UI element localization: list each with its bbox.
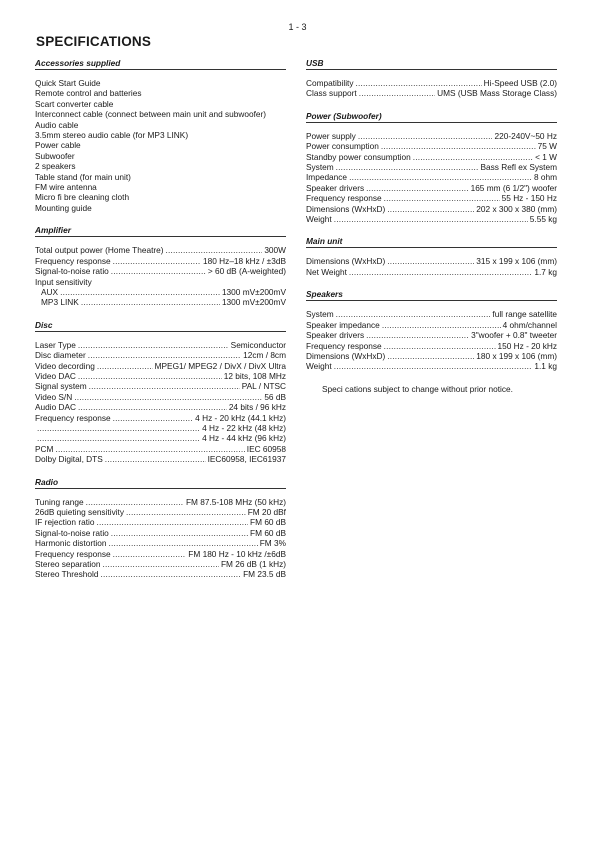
- spec-label: Signal system: [35, 381, 87, 392]
- spec-row: [35, 497, 286, 507]
- section-accessories: [35, 58, 286, 213]
- spec-value: PAL / NTSC: [241, 381, 286, 392]
- spec-label: Frequency response: [306, 340, 382, 351]
- list-item: 3.5mm stereo audio cable (for MP3 LINK): [35, 130, 189, 141]
- section-power-subwoofer: [306, 111, 557, 225]
- spec-label: Input sensitivity: [35, 276, 92, 287]
- spec-value: FM 60 dB: [250, 527, 286, 538]
- section-main-unit: [306, 236, 557, 277]
- spec-label: Tuning range: [35, 496, 84, 507]
- section-heading: Power (Subwoofer): [306, 111, 557, 123]
- spec-label: Speaker drivers: [306, 182, 365, 193]
- section-heading: Main unit: [306, 236, 557, 248]
- spec-label: Signal-to-noise ratio: [35, 527, 109, 538]
- spec-value: 1300 mV±200mV: [221, 297, 286, 308]
- list-item: Micro fi bre cleaning cloth: [35, 192, 130, 203]
- spec-row: [35, 549, 286, 559]
- spec-value: 5.55 kg: [529, 214, 557, 225]
- spec-value: IEC 60958: [246, 443, 286, 454]
- spec-value: Bass Refl ex System: [480, 162, 557, 173]
- list-item: Audio cable: [35, 119, 79, 130]
- spec-value: > 60 dB (A-weighted): [207, 266, 286, 277]
- left-column: [35, 58, 286, 592]
- list-item: Quick Start Guide: [35, 78, 101, 88]
- page-title: SPECIFICATIONS: [36, 34, 152, 49]
- spec-row: [306, 214, 557, 224]
- spec-row: [306, 88, 557, 98]
- spec-value: UMS (USB Mass Storage Class): [437, 88, 557, 99]
- spec-row: [35, 433, 286, 443]
- spec-label: Frequency response: [35, 412, 111, 423]
- spec-label: Class support: [306, 88, 357, 99]
- spec-value: 180 x 199 x 106 (mm): [476, 350, 557, 361]
- spec-label: Dolby Digital, DTS: [35, 454, 103, 465]
- spec-row: [306, 78, 557, 88]
- spec-row: [306, 152, 557, 162]
- spec-label: Standby power consumption: [306, 151, 411, 162]
- spec-label: AUX: [41, 286, 59, 297]
- spec-value: 55 Hz - 150 Hz: [501, 193, 557, 204]
- spec-value: 4 Hz - 22 kHz (48 kHz): [202, 422, 286, 433]
- section-disc: [35, 320, 286, 465]
- spec-value: FM 180 Hz - 10 kHz /±6dB: [188, 548, 286, 559]
- right-column: [306, 58, 557, 394]
- spec-row: [35, 277, 286, 287]
- spec-label: Audio DAC: [35, 402, 77, 413]
- spec-label: Frequency response: [35, 255, 111, 266]
- spec-label: Weight: [306, 361, 332, 372]
- section-heading: USB: [306, 58, 557, 70]
- spec-label: IF rejection ratio: [35, 517, 95, 528]
- spec-row: [35, 381, 286, 391]
- spec-value: Semiconductor: [230, 339, 286, 350]
- spec-row: [35, 444, 286, 454]
- spec-label: Total output power (Home Theatre): [35, 245, 164, 256]
- spec-value: 315 x 199 x 106 (mm): [476, 256, 557, 267]
- spec-row: [35, 402, 286, 412]
- spec-row: [35, 287, 286, 297]
- spec-row: [306, 330, 557, 340]
- spec-label: PCM: [35, 443, 54, 454]
- specifications-note: Speci cations subject to change without prior notice.: [322, 383, 513, 394]
- spec-label: Dimensions (WxHxD): [306, 350, 386, 361]
- accessories-list: [35, 78, 286, 213]
- spec-label: 26dB quieting sensitivity: [35, 507, 125, 517]
- list-item: Remote control and batteries: [35, 88, 142, 99]
- spec-label: MP3 LINK: [41, 297, 79, 308]
- section-heading: Radio: [35, 477, 286, 489]
- spec-label: Stereo Threshold: [35, 569, 99, 580]
- spec-label: Power supply: [306, 130, 356, 141]
- spec-value: 56 dB: [264, 391, 286, 402]
- spec-row: [306, 320, 557, 330]
- spec-label: System: [306, 309, 334, 320]
- spec-row: [306, 131, 557, 141]
- spec-label: Speaker drivers: [306, 330, 365, 341]
- spec-label: Disc diameter: [35, 350, 86, 361]
- spec-row: [35, 245, 286, 255]
- spec-value: IEC60958, IEC61937: [207, 454, 286, 465]
- spec-label: Dimensions (WxHxD): [306, 203, 386, 214]
- spec-label: Net Weight: [306, 266, 347, 277]
- spec-value: 12cm / 8cm: [243, 350, 286, 361]
- spec-value: 8 ohm: [533, 172, 557, 183]
- spec-row: [306, 172, 557, 182]
- spec-value: 75 W: [537, 141, 557, 152]
- section-speakers: [306, 289, 557, 371]
- spec-row: [306, 351, 557, 361]
- spec-label: Frequency response: [35, 548, 111, 559]
- spec-row: [306, 204, 557, 214]
- spec-value: 1.1 kg: [534, 361, 557, 372]
- spec-label: Video DAC: [35, 370, 76, 381]
- spec-row: [35, 413, 286, 423]
- spec-row: [35, 297, 286, 307]
- spec-row: [35, 350, 286, 360]
- list-item: Mounting guide: [35, 202, 92, 213]
- spec-value: 12 bits, 108 MHz: [223, 370, 286, 381]
- spec-row: [306, 162, 557, 172]
- spec-row: [35, 266, 286, 276]
- spec-label: Power consumption: [306, 141, 379, 152]
- list-item: FM wire antenna: [35, 182, 97, 193]
- spec-row: [35, 454, 286, 464]
- list-item: Scart converter cable: [35, 98, 114, 109]
- spec-label: Laser Type: [35, 339, 76, 350]
- spec-value: FM 87.5-108 MHz (50 kHz): [185, 496, 286, 507]
- spec-row: [306, 361, 557, 371]
- spec-value: < 1 W: [535, 151, 557, 162]
- spec-row: [35, 361, 286, 371]
- spec-row: [35, 423, 286, 433]
- spec-value: FM 60 dB: [250, 517, 286, 528]
- section-heading: Speakers: [306, 289, 557, 301]
- spec-row: [306, 341, 557, 351]
- spec-row: [306, 141, 557, 151]
- spec-row: [35, 371, 286, 381]
- spec-row: [306, 267, 557, 277]
- spec-value: 1.7 kg: [534, 266, 557, 277]
- spec-label: Video S/N: [35, 391, 73, 402]
- section-radio: [35, 477, 286, 580]
- spec-label: Signal-to-noise ratio: [35, 266, 109, 277]
- spec-row: [306, 193, 557, 203]
- spec-value: 3"woofer + 0.8" tweeter: [471, 330, 557, 341]
- spec-value: 4 ohm/channel: [502, 319, 557, 330]
- list-item: Table stand (for main unit): [35, 171, 131, 182]
- spec-label: Dimensions (WxHxD): [306, 256, 386, 267]
- spec-label: Stereo separation: [35, 559, 101, 570]
- spec-row: [35, 559, 286, 569]
- spec-value: 1300 mV±200mV: [221, 286, 286, 297]
- spec-value: Hi-Speed USB (2.0): [483, 78, 557, 88]
- spec-row: [35, 517, 286, 527]
- section-heading: Accessories supplied: [35, 58, 286, 70]
- list-item: 2 speakers: [35, 161, 76, 172]
- spec-row: [35, 392, 286, 402]
- section-amplifier: [35, 225, 286, 307]
- section-heading: Disc: [35, 320, 286, 332]
- spec-label: Harmonic distortion: [35, 538, 107, 549]
- spec-row: [35, 569, 286, 579]
- spec-row: [35, 256, 286, 266]
- section-usb: [306, 58, 557, 99]
- list-item: Power cable: [35, 140, 81, 151]
- spec-row: [306, 256, 557, 266]
- spec-value: 150 Hz - 20 kHz: [497, 340, 557, 351]
- spec-label: Weight: [306, 214, 332, 225]
- spec-row: [306, 183, 557, 193]
- spec-label: Frequency response: [306, 193, 382, 204]
- spec-label: Compatibility: [306, 78, 354, 88]
- spec-label: System: [306, 162, 334, 173]
- spec-value: MPEG1/ MPEG2 / DivX / DivX Ultra: [154, 360, 286, 371]
- spec-label: Speaker impedance: [306, 319, 380, 330]
- spec-label: Impedance: [306, 172, 348, 183]
- spec-value: FM 3%: [259, 538, 286, 549]
- section-heading: Amplifier: [35, 225, 286, 237]
- spec-label: Video decording: [35, 360, 95, 371]
- spec-value: 4 Hz - 44 kHz (96 kHz): [202, 433, 286, 444]
- spec-value: 180 Hz–18 kHz / ±3dB: [203, 255, 286, 266]
- spec-value: 24 bits / 96 kHz: [228, 402, 286, 413]
- spec-value: FM 23.5 dB: [243, 569, 286, 580]
- page-number: 1 - 3: [288, 22, 307, 32]
- spec-value: 202 x 300 x 380 (mm): [476, 203, 557, 214]
- spec-row: [306, 309, 557, 319]
- spec-value: 300W: [264, 245, 286, 256]
- spec-row: [35, 528, 286, 538]
- spec-row: [35, 538, 286, 548]
- spec-value: 220-240V~50 Hz: [494, 130, 557, 141]
- spec-value: FM 26 dB (1 kHz): [220, 559, 286, 570]
- spec-value: FM 20 dBf: [247, 507, 286, 517]
- spec-row: [35, 507, 286, 517]
- spec-value: 4 Hz - 20 kHz (44.1 kHz): [195, 412, 286, 423]
- spec-value: full range satellite: [492, 309, 557, 320]
- spec-row: [35, 340, 286, 350]
- list-item: Interconnect cable (connect between main unit and subwoofer): [35, 109, 267, 120]
- spec-value: 165 mm (6 1/2") woofer: [470, 182, 557, 193]
- list-item: Subwoofer: [35, 150, 75, 161]
